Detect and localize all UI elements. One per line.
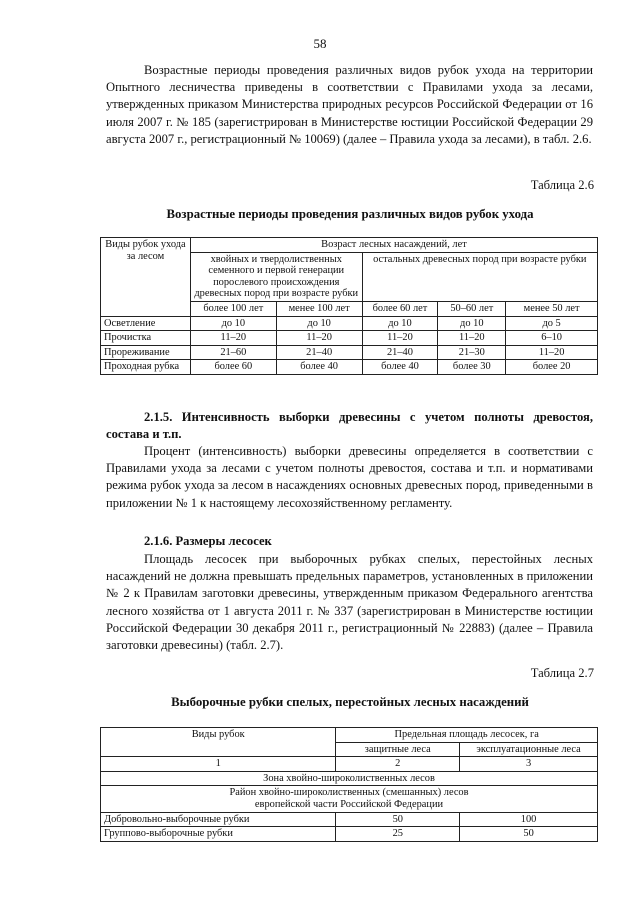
table-cell: более 20 [506,360,598,375]
row-label: Группово-выборочные рубки [101,827,336,842]
table-cell: более 60 [190,360,276,375]
header-rubki-type: Виды рубок ухода за лесом [101,238,191,317]
table-cell: 11–20 [362,331,438,346]
table-cell: более 40 [276,360,362,375]
row-label: Прореживание [101,345,191,360]
subheader-cell: менее 100 лет [276,301,362,316]
row-label: Добровольно-выборочные рубки [101,812,336,827]
table-cell: 21–40 [362,345,438,360]
section-2-1-6-heading: 2.1.6. Размеры лесосек [144,534,272,548]
table-2-7-title: Выборочные рубки спелых, перестойных лесных насаждений [171,695,529,709]
section-2-1-5-heading: 2.1.5. Интенсивность выборки древесины с учетом полноты древостоя, состава и т.п. [106,410,593,442]
row-label: Прочистка [101,331,191,346]
table-cell: более 40 [362,360,438,375]
section-2-1-6-text: Площадь лесосек при выборочных рубках спелых, перестойных лесных насаждений не должна превышать предельных параметров, установленных в приложении № 2 к Правилам заготовки древесины, утвержденным приказом Федерального агентства лесного хозяйства от 1 августа 2011 г. № 337 (зарегистрирован в Министерстве юстиции Российской Федерации 30 декабря 2011 г., регистрационный № 22883) (далее – Правила заготовки древесины) (табл. 2.7). [106,552,593,653]
header-max-area: Предельная площадь лесосек, га [336,728,598,743]
region-line: европейской части Российской Федерации [254,798,444,810]
table-cell: до 10 [438,316,506,331]
row-label: Осветление [101,316,191,331]
table-2-6-title: Возрастные периоды проведения различных видов рубок ухода [166,207,534,221]
table-cell: 11–20 [276,331,362,346]
table-cell: 50 [336,812,460,827]
table-2-6-label: Таблица 2.6 [530,178,594,192]
table-row [101,360,598,375]
table-cell: 21–40 [276,345,362,360]
region-line: Район хвойно-широколиственных (смешанных) лесов [229,787,469,799]
table-row [101,345,598,360]
header-forest-age: Возраст лесных насаждений, лет [190,238,597,253]
table-cell: 25 [336,827,460,842]
table-cell: до 10 [362,316,438,331]
table-cell: 50 [460,827,598,842]
header-exploitation-forests: эксплуатационные леса [460,742,598,757]
table-cell: 11–20 [506,345,598,360]
table-2-6 [100,237,598,375]
table-row [101,331,598,346]
zone-row: Зона хвойно-широколиственных лесов [101,771,598,786]
region-row [101,786,598,812]
table-row [101,827,598,842]
table-cell: 11–20 [438,331,506,346]
section-2-1-5-text: Процент (интенсивность) выборки древесины определяется в соответствии с Правилами ухода за лесами с учетом полноты древостоя, состава и т.п. и нормативами режима рубок ухода за лесом в насаждениях основных древесных пород, приведенными в приложении № 1 к настоящему лесохозяйственному регламенту. [106,444,593,510]
subheader-cell: более 100 лет [190,301,276,316]
table-row [101,316,598,331]
table-cell: 11–20 [190,331,276,346]
table-cell: 100 [460,812,598,827]
table-cell: 21–60 [190,345,276,360]
subheader-cell: менее 50 лет [506,301,598,316]
table-row [101,812,598,827]
subheader-cell: более 60 лет [362,301,438,316]
page-number: 58 [313,36,327,51]
intro-paragraph: Возрастные периоды проведения различных видов рубок ухода на территории Опытного лесничества приведены в соответствии с Правилами ухода за лесами, утвержденных приказом Министерства природных ресурсов Российской Федерации от 16 июля 2007 г. № 185 (зарегистрирован в Министерстве юстиции Российской Федерации 29 августа 2007 г., регистрационный № 10069) (далее – Правила ухода за лесами), в табл. 2.6. [106,63,593,146]
subheader-cell: 50–60 лет [438,301,506,316]
row-label: Проходная рубка [101,360,191,375]
table-cell: 21–30 [438,345,506,360]
table-cell: до 5 [506,316,598,331]
column-number: 3 [460,757,598,772]
table-2-7-label: Таблица 2.7 [530,666,594,680]
header-protective-forests: защитные леса [336,742,460,757]
table-cell: 6–10 [506,331,598,346]
table-cell: более 30 [438,360,506,375]
header-other-species: остальных древесных пород при возрасте рубки [362,252,597,301]
table-2-7 [100,727,598,842]
table-cell: до 10 [190,316,276,331]
header-coniferous: хвойных и твердолиственных семенного и первой генерации порослевого происхождения древесных пород при возрасте рубки [190,252,362,301]
table-cell: до 10 [276,316,362,331]
header-rubki-type: Виды рубок [101,728,336,757]
column-number: 1 [101,757,336,772]
column-number: 2 [336,757,460,772]
